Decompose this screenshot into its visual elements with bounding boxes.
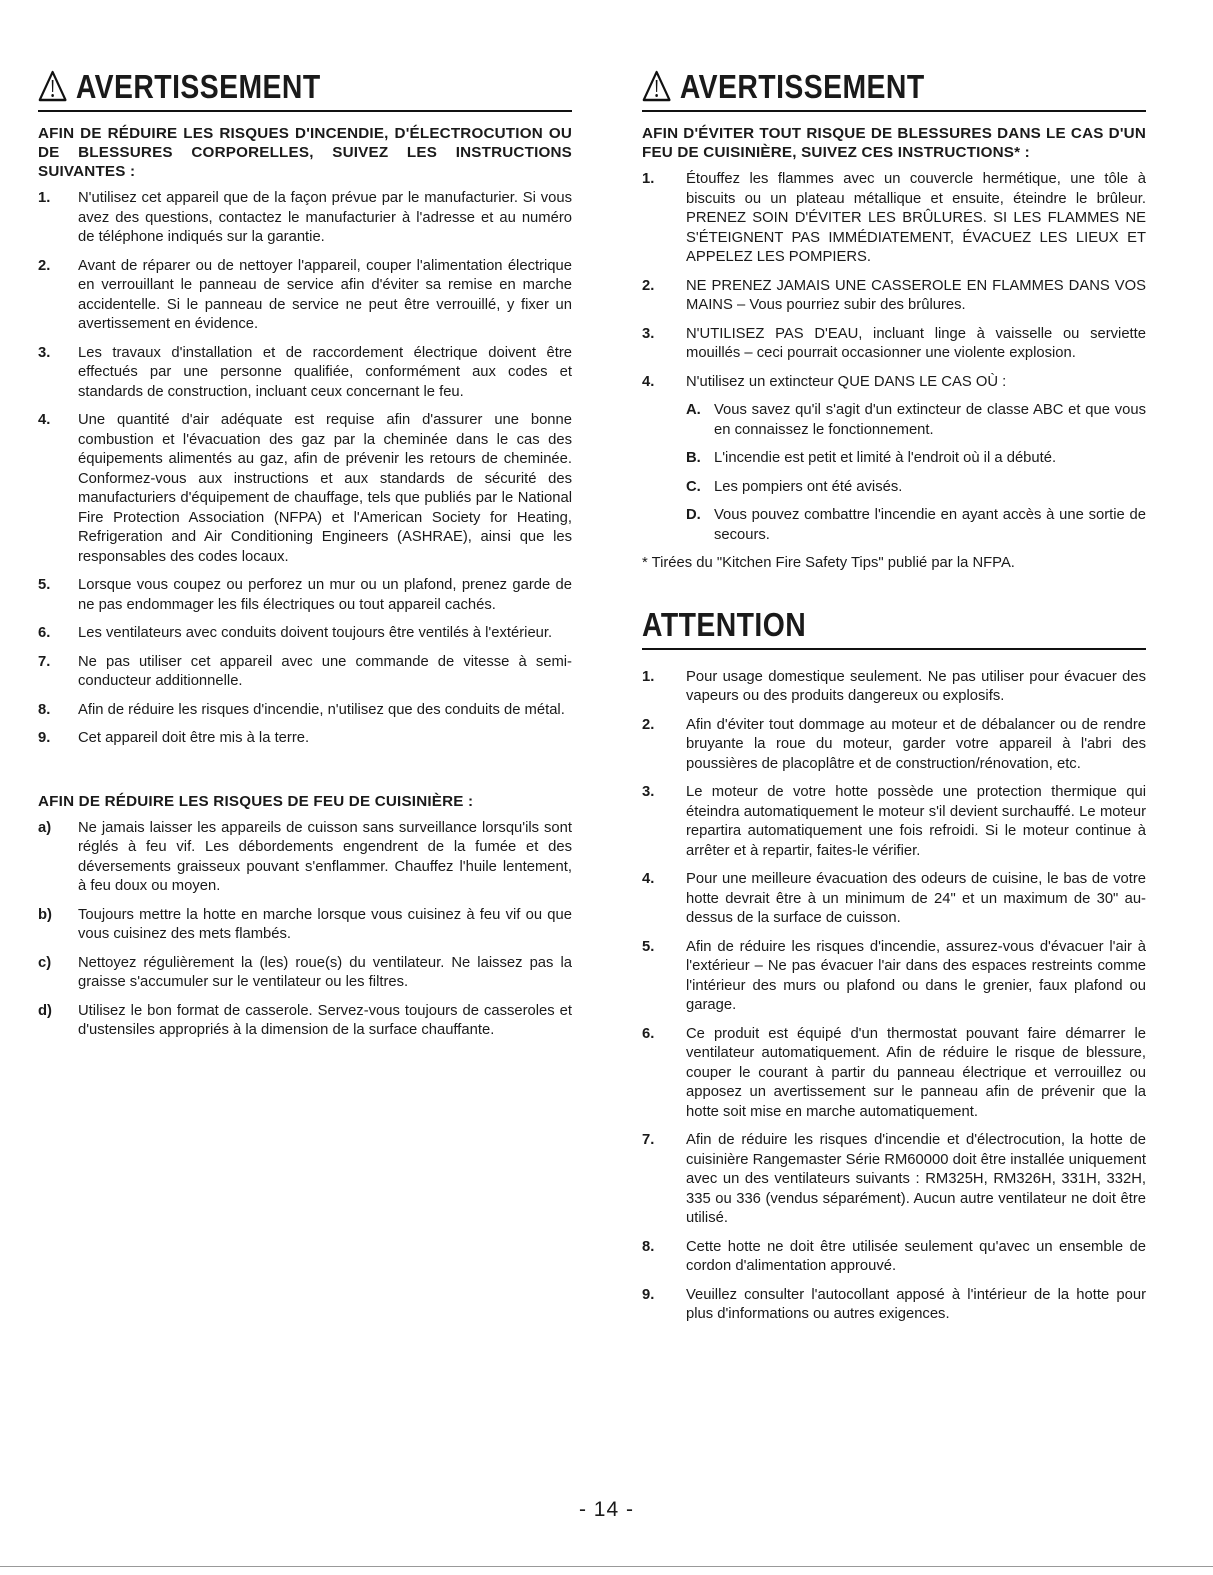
- item-number: 5.: [642, 938, 655, 955]
- item-text: Les pompiers ont été avisés.: [714, 478, 903, 495]
- warning-heading: [642, 62, 1075, 106]
- item-text: Utilisez le bon format de casserole. Servez-vous toujours de casseroles et d'ustensiles appropriés à la dimension de la surface chauffante.: [78, 1002, 572, 1038]
- item-text: Ne jamais laisser les appareils de cuisson sans surveillance lorsqu'ils sont réglés à feu vif. Les débordements engendrent de la fumée et des déversements graisseux pouvant s'enflammer. Chauffez l'huile lentement, à feu doux ou moyen.: [78, 819, 572, 894]
- list-item: [642, 1131, 1146, 1229]
- list-item: [686, 506, 1146, 545]
- item-text: Ce produit est équipé d'un thermostat pouvant faire démarrer le ventilateur automatiquement. Afin de réduire le risque de blessure, couper le courant à partir du panneau électrique et verrouillez ou apposez un avertissement sur le panneau afin de prévenir que la hotte soit mise en marche automatiquement.: [686, 1025, 1146, 1120]
- list-item: [38, 1002, 572, 1041]
- item-text: Avant de réparer ou de nettoyer l'appareil, couper l'alimentation électrique en verrouillant le panneau de service afin d'éviter sa remise en marche accidentelle. Si le panneau de service ne peut être verrouillé, y fixer un avertissement en évidence.: [78, 257, 572, 332]
- item-text: Le moteur de votre hotte possède une protection thermique qui éteindra automatiquement le moteur s'il devient surchauffé. Le moteur repartira automatiquement une fois refroidi. Si le moteur continue à arrêter et à repartir, faites-le vérifier.: [686, 784, 1146, 859]
- list-item: [38, 576, 572, 615]
- list-item: [686, 449, 1146, 469]
- extinguisher-conditions-list: [642, 401, 1146, 545]
- item-number: 7.: [38, 653, 51, 670]
- item-number: 2.: [642, 277, 655, 294]
- heading-rule: [642, 110, 1146, 112]
- lead-text-fire: AFIN DE RÉDUIRE LES RISQUES DE FEU DE CUISINIÈRE :: [38, 792, 474, 810]
- item-number: 1.: [642, 171, 655, 187]
- item-number: 1.: [38, 190, 51, 206]
- item-number: d): [38, 1002, 52, 1019]
- item-text: Cet appareil doit être mis à la terre.: [78, 730, 310, 746]
- list-item: [38, 411, 572, 567]
- item-text: N'UTILISEZ PAS D'EAU, incluant linge à vaisselle ou serviette mouillés – ceci pourrait occasionner une violente explosion.: [686, 325, 1146, 361]
- list-item: [38, 653, 572, 692]
- item-number: 9.: [38, 730, 51, 746]
- item-text: Toujours mettre la hotte en marche lorsque vous cuisinez à feu vif ou que vous cuisinez des mets flambés.: [78, 906, 572, 942]
- list-item: [642, 668, 1146, 707]
- item-text: Afin de réduire les risques d'incendie, assurez-vous d'évacuer l'air à l'extérieur – Ne pas évacuer l'air dans des espaces restreints comme l'intérieur des murs ou plafond ou dans le grenier, faux plafond ou garage.: [686, 938, 1146, 1013]
- list-item: [38, 189, 572, 248]
- fire-list: [38, 819, 572, 1041]
- right-column: [642, 62, 1146, 1334]
- item-text: Nettoyez régulièrement la (les) roue(s) du ventilateur. Ne laissez pas la graisse s'accumuler sur le ventilateur ou les filtres.: [78, 954, 572, 990]
- heading-text: ATTENTION: [642, 605, 807, 643]
- list-item: [642, 373, 1146, 393]
- list-item: [38, 954, 572, 993]
- list-item: [642, 277, 1146, 316]
- list-item: [686, 401, 1146, 440]
- lead-text: AFIN DE RÉDUIRE LES RISQUES D'INCENDIE, D'ÉLECTROCUTION OU DE BLESSURES CORPORELLES, SUIVEZ LES INSTRUCTIONS SUIVANTES :: [38, 125, 572, 180]
- list-item: [642, 938, 1146, 1016]
- item-number: C.: [686, 478, 701, 495]
- list-item: [38, 701, 572, 721]
- item-number: c): [38, 954, 52, 971]
- item-text: Afin de réduire les risques d'incendie, n'utilisez que des conduits de métal.: [78, 701, 565, 718]
- item-number: a): [38, 819, 52, 836]
- item-text: NE PRENEZ JAMAIS UNE CASSEROLE EN FLAMMES DANS VOS MAINS – Vous pourriez subir des brûlures.: [686, 277, 1146, 313]
- list-item: [38, 906, 572, 945]
- item-number: 6.: [38, 625, 51, 641]
- item-text: Veuillez consulter l'autocollant apposé à l'intérieur de la hotte pour plus d'informations ou autres exigences.: [686, 1286, 1146, 1322]
- item-text: Lorsque vous coupez ou perforez un mur ou un plafond, prenez garde de ne pas endommager les fils électriques ou tout appareil cachés.: [78, 577, 572, 613]
- item-text: Vous savez qu'il s'agit d'un extincteur de classe ABC et que vous en connaissez le fonctionnement.: [714, 402, 1146, 438]
- item-number: b): [38, 906, 52, 923]
- list-item: [38, 729, 572, 749]
- item-number: 6.: [642, 1025, 655, 1042]
- item-text: Cette hotte ne doit être utilisée seulement qu'avec un ensemble de cordon d'alimentation approuvé.: [686, 1238, 1146, 1274]
- warning-heading: [38, 62, 497, 106]
- heading-text: AVERTISSEMENT: [679, 68, 925, 105]
- item-text: N'utilisez un extincteur QUE DANS LE CAS OÙ :: [686, 373, 1007, 390]
- attention-heading: [642, 600, 1075, 644]
- page-number: - 14 -: [578, 1498, 634, 1521]
- list-item: [38, 819, 572, 897]
- warning-list: [38, 189, 572, 749]
- item-text: Les ventilateurs avec conduits doivent toujours être ventilés à l'extérieur.: [78, 625, 553, 641]
- list-item: [642, 716, 1146, 775]
- item-number: 1.: [642, 668, 655, 685]
- item-number: 4.: [642, 871, 655, 887]
- bottom-rule: [0, 1566, 1213, 1567]
- item-number: A.: [686, 402, 701, 418]
- item-text: N'utilisez cet appareil que de la façon prévue par le manufacturier. Si vous avez des questions, contactez le manufacturier à l'adresse et au numéro de téléphone indiqués sur la garantie.: [78, 190, 572, 245]
- item-number: 8.: [642, 1238, 655, 1255]
- item-text: Les travaux d'installation et de raccordement électrique doivent être effectués par une personne qualifiée, conformément aux codes et standards de construction, incluant ceux concernant le feu.: [78, 344, 572, 400]
- list-item: [38, 257, 572, 335]
- item-number: D.: [686, 507, 701, 523]
- list-item: [686, 478, 1146, 498]
- item-number: 4.: [38, 412, 51, 428]
- item-number: 7.: [642, 1132, 655, 1148]
- item-text: Afin de réduire les risques d'incendie et d'électrocution, la hotte de cuisinière Rangemaster Série RM60000 doit être installée uniquement avec un des ventilateurs suivants : RM325H, RM326H, 331H, 332H, 335 ou 336 (vendus séparément). Aucun autre ventilateur ne doit être utilisé.: [686, 1132, 1146, 1226]
- list-item: [642, 1286, 1146, 1325]
- list-item: [642, 1238, 1146, 1277]
- left-column: [38, 62, 572, 1050]
- item-text: Vous pouvez combattre l'incendie en ayant accès à une sortie de secours.: [714, 507, 1146, 543]
- attention-list: [642, 668, 1146, 1325]
- list-item: [642, 783, 1146, 861]
- item-number: 9.: [642, 1286, 655, 1303]
- heading-rule: [38, 110, 572, 112]
- item-text: Pour une meilleure évacuation des odeurs de cuisine, le bas de votre hotte devrait être à un minimum de 24" et un maximum de 30" au-dessus de la surface de cuisson.: [686, 871, 1146, 926]
- item-number: B.: [686, 450, 701, 466]
- item-text: Afin d'éviter tout dommage au moteur et de débalancer ou de rendre bruyante la roue du moteur, garder votre appareil à l'abri des poussières de placoplâtre et de construction/rénovation, etc.: [686, 716, 1146, 772]
- item-number: 8.: [38, 701, 51, 718]
- list-item: [642, 1025, 1146, 1123]
- warning-triangle-icon: [642, 70, 671, 102]
- item-text: Ne pas utiliser cet appareil avec une commande de vitesse à semi-conducteur additionnelle.: [78, 653, 572, 689]
- item-text: Étouffez les flammes avec un couvercle hermétique, une tôle à biscuits ou un plateau métallique et ensuite, éteindre le brûleur. PRENEZ SOIN D'ÉVITER LES BRÛLURES. SI LES FLAMMES NE S'ÉTEIGNENT PAS IMMÉDIATEMENT, ÉVACUEZ LES LIEUX ET APPELEZ LES POMPIERS.: [686, 171, 1146, 265]
- item-number: 3.: [642, 784, 655, 800]
- item-text: L'incendie est petit et limité à l'endroit où il a débuté.: [714, 450, 1057, 466]
- item-text: Une quantité d'air adéquate est requise afin d'assurer une bonne combustion et l'évacuation des gaz par la cheminée dans le cas des équipements alimentés au gaz, afin de prévenir les retours de cheminée. Conformez-vous aux instructions et aux standards de sécurité des manufacturiers d'équipement de chauffage, tels que publiés par le National Fire Protection Association (NFPA) et l'American Society for Heating, Refrigeration and Air Conditioning Engineers (ASHRAE), ainsi que les responsables des codes locaux.: [78, 412, 572, 565]
- item-number: 2.: [642, 716, 655, 733]
- list-item: [642, 325, 1146, 364]
- list-item: [38, 624, 572, 644]
- item-number: 4.: [642, 373, 655, 390]
- footnote: * Tirées du "Kitchen Fire Safety Tips" publié par la NFPA.: [642, 555, 1015, 571]
- item-text: Pour usage domestique seulement. Ne pas utiliser pour évacuer des vapeurs ou des produits dangereux ou explosifs.: [686, 668, 1146, 704]
- list-item: [642, 870, 1146, 929]
- fire-instructions-list: [642, 170, 1146, 392]
- item-number: 2.: [38, 257, 51, 274]
- list-item: [642, 170, 1146, 268]
- warning-triangle-icon: [38, 70, 67, 102]
- heading-text: AVERTISSEMENT: [75, 68, 321, 105]
- item-number: 3.: [38, 344, 51, 361]
- heading-rule: [642, 648, 1146, 650]
- item-number: 5.: [38, 577, 51, 593]
- item-number: 3.: [642, 325, 655, 342]
- list-item: [38, 344, 572, 403]
- lead-text: AFIN D'ÉVITER TOUT RISQUE DE BLESSURES DANS LE CAS D'UN FEU DE CUISINIÈRE, SUIVEZ CES INSTRUCTIONS* :: [642, 125, 1146, 161]
